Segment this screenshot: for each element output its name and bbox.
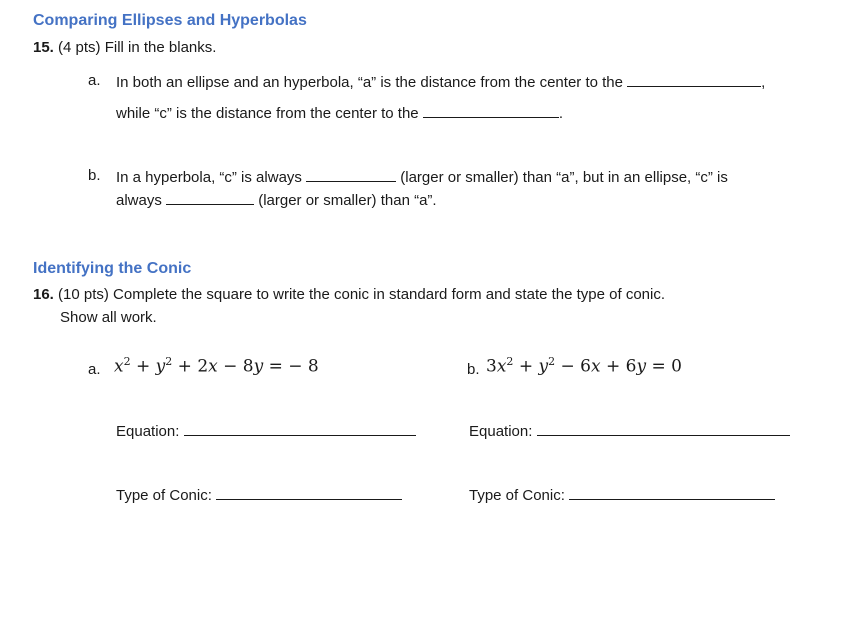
part-a-text: while “c” is the distance from the center to the [116,105,419,122]
answer-blank[interactable] [423,103,559,118]
equation-a-blank[interactable] [184,421,416,436]
question-number: 16. [33,286,54,303]
part-b-text: (larger or smaller) than “a”. [258,192,437,209]
equation-b-field [469,421,790,440]
question-number: 15. [33,39,54,56]
question-text: (10 pts) Complete the square to write the conic in standard form and state the type of conic. [58,286,666,303]
punctuation: . [558,105,563,122]
equation-a-field [116,421,416,440]
question-text: (4 pts) Fill in the blanks. [58,39,217,56]
question-15 [33,39,216,56]
section-heading-ellipses-hyperbolas: Comparing Ellipses and Hyperbolas [33,12,307,29]
type-b-field [469,485,775,504]
part-a-line2 [116,103,563,122]
equation-a: $x^2 + y^2 + 2x - 8y$ = − 8 [114,355,319,377]
equation-label: Equation: [116,423,180,440]
answer-blank[interactable] [306,167,396,182]
type-a-field [116,485,402,504]
part-b-line2 [116,190,437,209]
question-text-2: Show all work. [60,309,157,326]
type-label: Type of Conic: [469,487,565,504]
section-heading-identifying-conic: Identifying the Conic [33,260,192,277]
part-a-line1 [116,72,765,91]
part-b-line1 [116,167,728,186]
type-b-blank[interactable] [569,485,775,500]
part-a-text: In both an ellipse and an hyperbola, “a” is the distance from the center to the [116,74,623,91]
part-b-label: b. [467,361,480,378]
answer-blank[interactable] [627,72,761,87]
equation-b-blank[interactable] [537,421,790,436]
part-b-text: In a hyperbola, “c” is always [116,169,302,186]
part-a-label: a. [88,72,101,89]
part-a-label: a. [88,361,101,378]
type-label: Type of Conic: [116,487,212,504]
answer-blank[interactable] [166,190,254,205]
equation-label: Equation: [469,423,533,440]
part-b-label: b. [88,167,101,184]
equation-b: $3x^2 + y^2 - 6x + 6y = 0$ [486,355,682,377]
question-16 [33,286,665,303]
part-b-text: always [116,192,162,209]
type-a-blank[interactable] [216,485,402,500]
part-b-text: (larger or smaller) than “a”, but in an ellipse, “c” is [400,169,728,186]
punctuation: , [761,74,766,91]
